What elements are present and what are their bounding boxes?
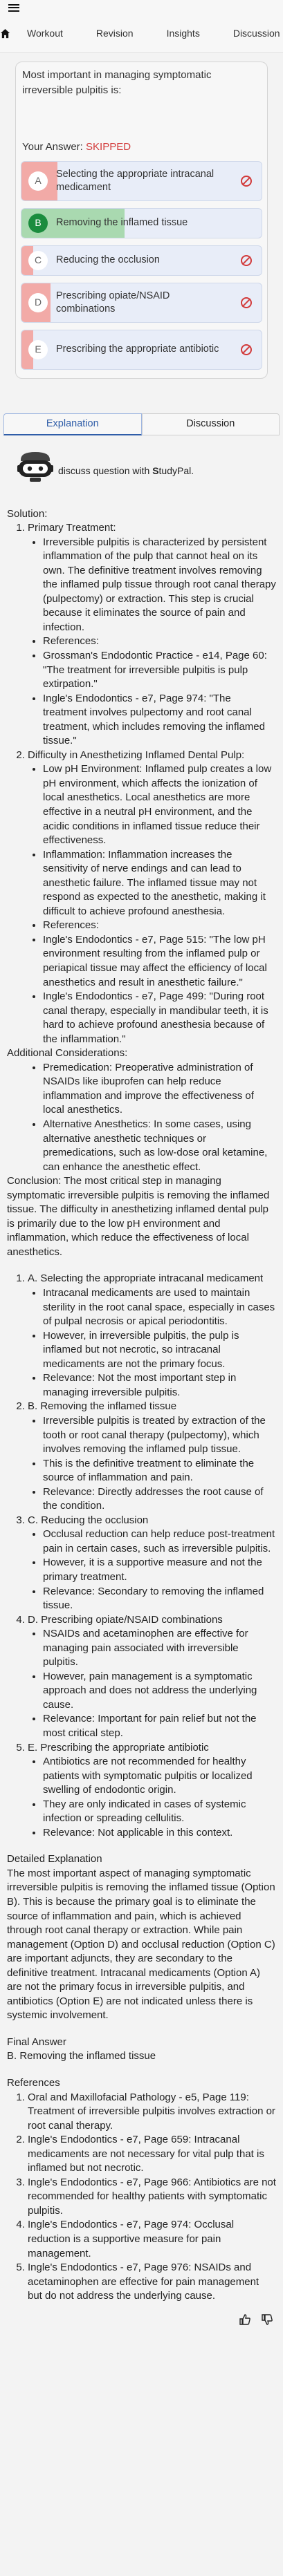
reference-item: 2. Ingle's Endodontics - e7, Page 659: Intracanal medicaments are not necessary for vital pulp that is inflamed but not necrotic.: [28, 2133, 276, 2176]
additional-bullet: • Premedication: Preoperative administration of NSAIDs like ibuprofen can help reduce inflammation and improve the effectiveness of local anesthetics.: [43, 1061, 276, 1118]
solution-bullets: [28, 536, 276, 749]
option-text: Reducing the occlusion: [56, 254, 160, 266]
solution-bullet: • Irreversible pulpitis is characterized by persistent inflammation of the pulp that cannot heal on its own. The definitive treatment involves removing the inflamed pulp tissue through root canal therapy (pulpectomy) or extraction. This step is crucial because it eliminates the source of pain and infection.: [43, 536, 276, 635]
option-analysis-bullets: [28, 1527, 276, 1613]
option-letter: A: [28, 171, 48, 191]
reference-item: 1. Oral and Maxillofacial Pathology - e5, Page 119: Treatment of irreversible pulpitis involves extraction or root canal therapy.: [28, 2091, 276, 2134]
spacer: [7, 2023, 276, 2036]
solution-section-title: 2. Difficulty in Anesthetizing Inflamed Dental Pulp:: [28, 749, 276, 763]
option-e[interactable]: [21, 330, 262, 370]
solution-bullet: • Low pH Environment: Inflamed pulp creates a low pH environment, which affects the ionization of local anesthetics. Local anesthetics are more effective in a neutral pH environment, and the acidic conditions in inflamed tissue reduce their effectiveness.: [43, 762, 276, 847]
additional-bullet: • Alternative Anesthetics: In some cases, using alternative anesthetic techniques or premedications, such as low-dose oral ketamine, can enhance the anesthetic effect.: [43, 1118, 276, 1174]
option-text: Prescribing the appropriate antibiotic: [56, 344, 219, 355]
additional-bullets: [7, 1061, 276, 1174]
option-analysis-bullet: • This is the definitive treatment to eliminate the source of inflammation and pain.: [43, 1457, 276, 1485]
option-analysis-bullets: [28, 1286, 276, 1400]
options-list: [21, 161, 262, 370]
solution-bullet: • Grossman's Endodontic Practice - e14, Page 60: "The treatment for irreversible pulpitis is pulp extirpation.": [43, 649, 276, 692]
option-d[interactable]: [21, 283, 262, 323]
thumbs-up-icon[interactable]: [239, 2313, 251, 2326]
option-analysis-title: 3. C. Reducing the occlusion: [28, 1514, 276, 1528]
solution-bullet: • References:: [43, 919, 276, 933]
option-letter: C: [28, 251, 48, 270]
option-text: Prescribing opiate/NSAID combinations: [56, 290, 170, 314]
reference-item: 5. Ingle's Endodontics - e7, Page 976: NSAIDs and acetaminophen are effective for pain management but do not address the underlying cause.: [28, 2261, 276, 2304]
robot-icon: [17, 450, 54, 483]
home-icon: [0, 28, 10, 39]
option-a[interactable]: [21, 161, 262, 201]
your-answer: [21, 140, 262, 154]
solution-bullets: [28, 762, 276, 1046]
nav-bar: [0, 15, 283, 53]
option-analysis-bullet: • However, in irreversible pulpitis, the pulp is inflamed but not necrotic, so intracanal medicaments are not the primary focus.: [43, 1329, 276, 1372]
conclusion-text: Conclusion: The most critical step in managing symptomatic irreversible pulpitis is removing the inflamed tissue. The difficulty in anesthetizing inflamed dental pulp is primarily due to the low pH environment and inflammation, which reduce the effectiveness of local anesthetics.: [7, 1175, 270, 1258]
solution-heading: Solution:: [7, 507, 48, 520]
references-list: [7, 2091, 276, 2304]
answer-status: SKIPPED: [86, 140, 131, 153]
option-analysis-bullet: • Relevance: Directly addresses the root cause of the condition.: [43, 1485, 276, 1514]
wrong-icon: [241, 297, 252, 308]
solution-bullet: • Ingle's Endodontics - e7, Page 515: "The low pH environment resulting from the inflamed pulp or periapical tissue may affect the efficiency of local anesthetics and result in anesthetic failure.": [43, 933, 276, 990]
hamburger-menu-icon[interactable]: [8, 4, 19, 12]
question-card: [15, 62, 268, 379]
detailed-text: The most important aspect of managing symptomatic irreversible pulpitis is removing the inflamed tissue (Option B). This is because the primary goal is to eliminate the source of inflammation and pain, which is achieved through root canal therapy or extraction. While pain management (Option D) and occlusal reduction (Option C) are important adjuncts, they are secondary to the definitive treatment. Intracanal medicaments (Option A) are not the primary focus in irreversible pulpitis, and antibiotics (Option E) are not indicated unless there is systemic involvement.: [7, 1867, 275, 2022]
nav-insights[interactable]: Insights: [166, 27, 200, 39]
tabs: [3, 413, 280, 435]
discuss-prefix: discuss question with: [58, 464, 153, 476]
solution-bullet: • Inflammation: Inflammation increases the sensitivity of nerve endings and can lead to anesthetic failure. The inflamed tissue may not respond as expected to the anesthetic, making it difficult to achieve profound anesthesia.: [43, 848, 276, 919]
option-letter: B: [28, 214, 48, 233]
brand-s: S: [152, 464, 159, 476]
option-analysis-bullet: • Relevance: Not applicable in this context.: [43, 1826, 276, 1841]
option-letter: E: [28, 340, 48, 359]
option-analysis-bullet: • NSAIDs and acetaminophen are effective for managing pain associated with irreversible pulpitis.: [43, 1627, 276, 1670]
solution-bullet: • Ingle's Endodontics - e7, Page 974: "The treatment involves pulpectomy and root canal treatment, which includes removing the inflamed tissue.": [43, 692, 276, 749]
wrong-icon: [241, 176, 252, 187]
option-text: Selecting the appropriate intracanal medicament: [56, 168, 214, 193]
feedback-icons: [0, 2304, 283, 2335]
solution-section-title: 1. Primary Treatment:: [28, 521, 276, 536]
tab-discussion[interactable]: Discussion: [142, 413, 280, 435]
top-bar: [0, 0, 283, 15]
option-analysis-bullet: • They are only indicated in cases of systemic infection or spreading cellulitis.: [43, 1798, 276, 1826]
solution-sections: [7, 521, 276, 1046]
spacer: [7, 2064, 276, 2076]
final-answer-heading: Final Answer: [7, 2036, 66, 2048]
option-analysis-title: 2. B. Removing the inflamed tissue: [28, 1400, 276, 1414]
reference-item: 4. Ingle's Endodontics - e7, Page 974: Occlusal reduction is a supportive measure for pain management.: [28, 2218, 276, 2261]
option-analysis-bullet: • Relevance: Secondary to removing the inflamed tissue.: [43, 1585, 276, 1613]
tab-explanation[interactable]: Explanation: [3, 413, 142, 435]
option-analysis-bullet: • Antibiotics are not recommended for healthy patients with symptomatic pulpitis or localized swelling of endodontic origin.: [43, 1755, 276, 1798]
reference-item: 3. Ingle's Endodontics - e7, Page 966: Antibiotics are not recommended for healthy patients with symptomatic pulpitis.: [28, 2176, 276, 2219]
nav-home[interactable]: [0, 15, 10, 52]
spacer: [7, 1840, 276, 1852]
solution-bullet: • Ingle's Endodontics - e7, Page 499: "During root canal therapy, especially in mandibular teeth, it is hard to achieve profound anesthesia because of the inflammation.": [43, 990, 276, 1046]
wrong-icon: [241, 344, 252, 355]
option-analysis-title: 5. E. Prescribing the appropriate antibiotic: [28, 1741, 276, 1756]
option-analysis-bullet: • Relevance: Not the most important step in managing irreversible pulpitis.: [43, 1371, 276, 1400]
your-answer-label: Your Answer:: [22, 140, 83, 153]
option-analysis-bullet: • Intracanal medicaments are used to maintain sterility in the root canal space, especially in cases of pulpal necrosis or apical periodontitis.: [43, 1286, 276, 1329]
nav-discussion[interactable]: Discussion: [232, 27, 280, 39]
discuss-text: discuss question with StudyPal.: [58, 464, 194, 476]
option-analysis-bullets: [28, 1755, 276, 1840]
option-analysis-bullets: [28, 1414, 276, 1514]
option-analysis-title: 1. A. Selecting the appropriate intracanal medicament: [28, 1272, 276, 1286]
nav-revision[interactable]: Revision: [95, 27, 134, 39]
option-text: Removing the inflamed tissue: [56, 217, 188, 229]
option-letter: D: [28, 293, 48, 312]
question-text: Most important in managing symptomatic irreversible pulpitis is:: [22, 69, 212, 96]
option-analysis: [7, 1272, 276, 1840]
option-analysis-bullets: [28, 1627, 276, 1740]
option-c[interactable]: [21, 245, 262, 276]
option-analysis-bullet: • However, it is a supportive measure and not the primary treatment.: [43, 1556, 276, 1584]
final-answer-text: B. Removing the inflamed tissue: [7, 2050, 156, 2062]
references-heading: References: [7, 2077, 60, 2089]
discuss-with-studypal[interactable]: [17, 449, 283, 484]
spacer: [7, 1259, 276, 1272]
option-analysis-title: 4. D. Prescribing opiate/NSAID combinations: [28, 1613, 276, 1628]
solution-bullet: • References:: [43, 634, 276, 649]
wrong-icon: [241, 255, 252, 266]
option-analysis-bullet: • Irreversible pulpitis is treated by extraction of the tooth or root canal therapy (pulpectomy), which involves removing the inflamed pulp tissue.: [43, 1414, 276, 1457]
thumbs-down-icon[interactable]: [261, 2313, 273, 2326]
detailed-heading: Detailed Explanation: [7, 1853, 102, 1865]
option-analysis-bullet: • Occlusal reduction can help reduce post-treatment pain in certain cases, such as irreversible pulpitis.: [43, 1527, 276, 1556]
explanation-content: [0, 484, 283, 2304]
option-b[interactable]: [21, 208, 262, 238]
option-analysis-bullet: • However, pain management is a symptomatic approach and does not address the underlying cause.: [43, 1670, 276, 1713]
nav-workout[interactable]: Workout: [27, 27, 63, 39]
additional-heading: Additional Considerations:: [7, 1047, 128, 1060]
brand-rest: tudyPal: [158, 464, 192, 476]
option-analysis-bullet: • Relevance: Important for pain relief but not the most critical step.: [43, 1712, 276, 1740]
